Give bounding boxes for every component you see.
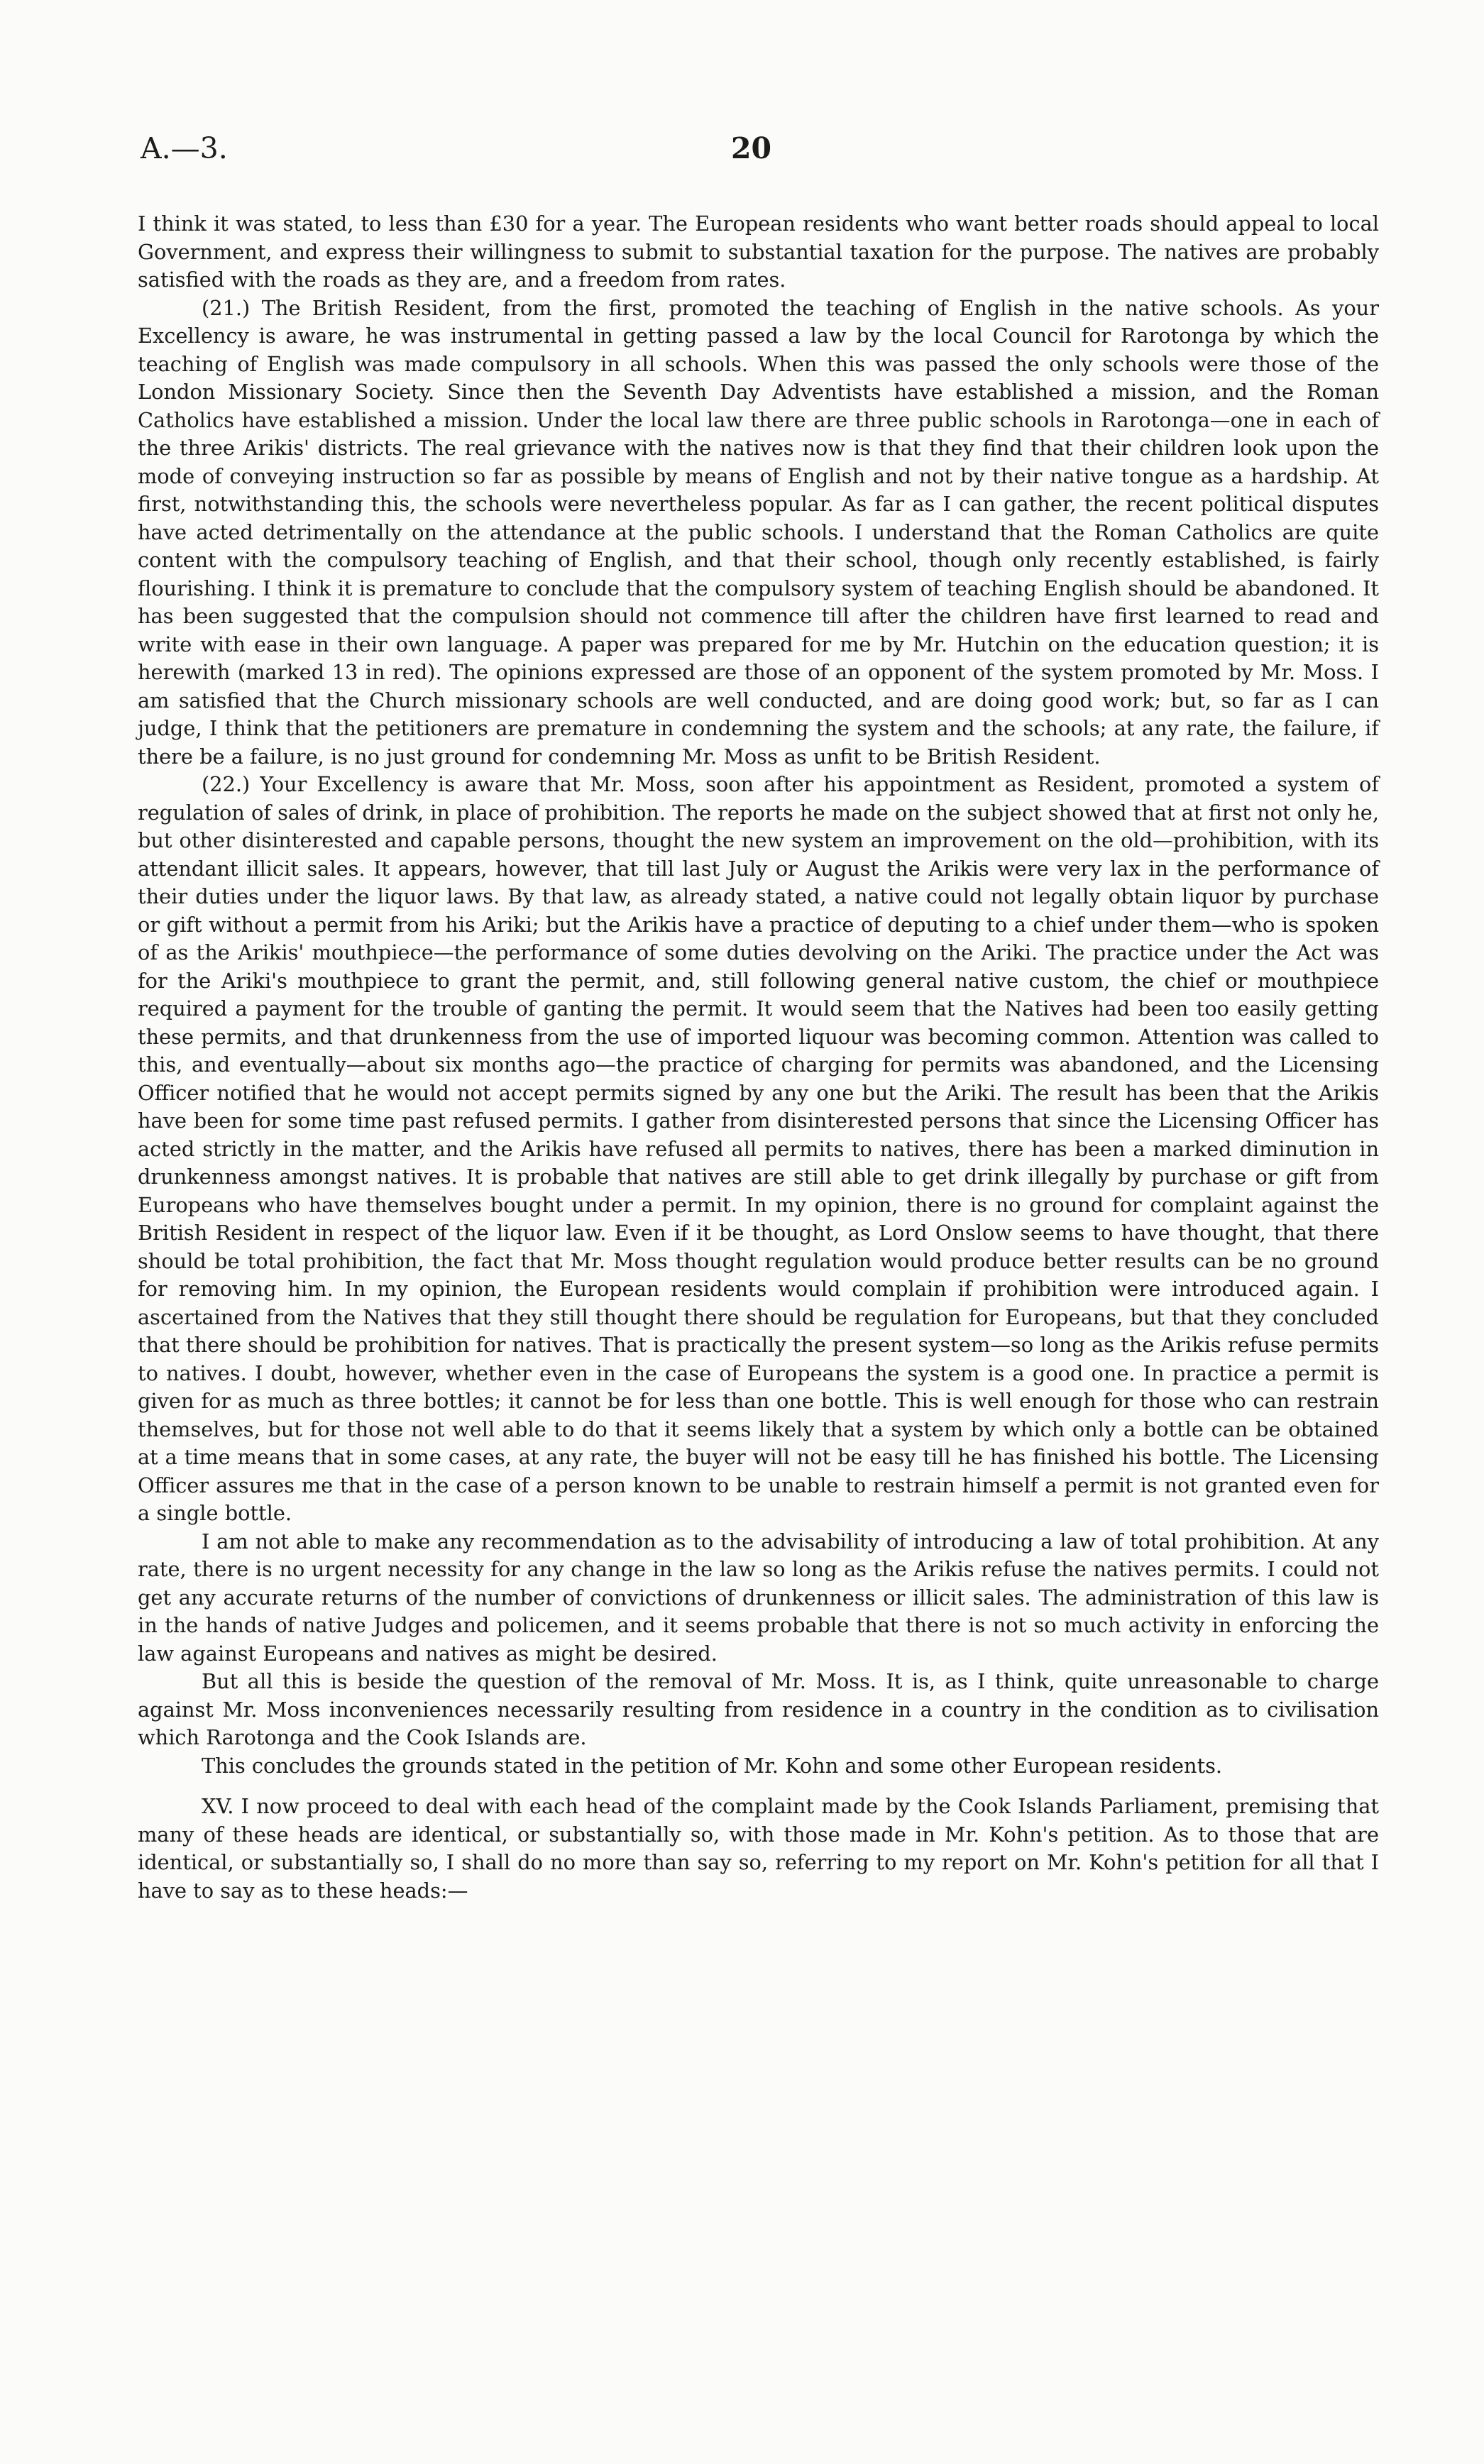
paragraph-removal: But all this is beside the question of the removal of Mr. Moss. It is, as I think, quite unreasonable to charge against Mr. Moss inconveniences necessarily resulting from residence in a country in the condition as to civilisation which Rarotonga and the Cook Islands are. [138, 1669, 1379, 1749]
document-body [138, 210, 1379, 1905]
page-number: 20 [731, 131, 772, 165]
document-reference: A.—3. [141, 131, 228, 165]
paragraph-21: (21.) The British Resident, from the first, promoted the teaching of English in the native schools. As your Excellency is aware, he was instrumental in getting passed a law by the local Council for Rarotonga by which the teaching of English was made compulsory in all schools. When this was passed the only schools were those of the London Missionary Society. Since then the Seventh Day Adventists have established a mission, and the Roman Catholics have established a mission. Under the local law there are three public schools in Rarotonga—one in each of the three Arikis' districts. The real grievance with the natives now is that they find that their children look upon the mode of conveying instruction so far as possible by means of English and not by their native tongue as a hardship. At first, notwithstanding this, the schools were nevertheless popular. As far as I can gather, the recent political disputes have acted detrimentally on the attendance at the public schools. I understand that the Roman Catholics are quite content with the compulsory teaching of English, and that their school, though only recently established, is fairly flourishing. I think it is premature to conclude that the compulsory system of teaching English should be abandoned. It has been suggested that the compulsion should not commence till after the children have first learned to read and write with ease in their own language. A paper was prepared for me by Mr. Hutchin on the education question; it is herewith (marked 13 in red). The opinions expressed are those of an opponent of the system promoted by Mr. Moss. I am satisfied that the Church missionary schools are well conducted, and are doing good work; but, so far as I can judge, I think that the petitioners are premature in condemning the system and the schools; at any rate, the failure, if there be a failure, is no just ground for condemning Mr. Moss as unfit to be British Resident. [138, 295, 1379, 769]
paragraph-continuation: I think it was stated, to less than £30 for a year. The European residents who want better roads should appeal to local Government, and express their willingness to submit to substantial taxation for the purpose. The natives are probably satisfied with the roads as they are, and a freedom from rates. [138, 211, 1379, 292]
paragraph-xv: XV. I now proceed to deal with each head of the complaint made by the Cook Islands Parliament, premising that many of these heads are identical, or substantially so, with those made in Mr. Kohn's petition. As to those that are identical, or substantially so, I shall do no more than say so, referring to my report on Mr. Kohn's petition for all that I have to say as to these heads:— [138, 1794, 1379, 1903]
paragraph-22: (22.) Your Excellency is aware that Mr. Moss, soon after his appointment as Resident, promoted a system of regulation of sales of drink, in place of prohibition. The reports he made on the subject showed that at first not only he, but other disinterested and capable persons, thought the new system an improvement on the old—prohibition, with its attendant illicit sales. It appears, however, that till last July or August the Arikis were very lax in the performance of their duties under the liquor laws. By that law, as already stated, a native could not legally obtain liquor by purchase or gift without a permit from his Ariki; but the Arikis have a practice of deputing to a chief under them—who is spoken of as the Arikis' mouthpiece—the performance of some duties devolving on the Ariki. The practice under the Act was for the Ariki's mouthpiece to grant the permit, and, still following general native custom, the chief or mouthpiece required a payment for the trouble of ganting the permit. It would seem that the Natives had been too easily getting these permits, and that drunkenness from the use of imported liquour was becoming common. Attention was called to this, and eventually—about six months ago—the practice of charging for permits was abandoned, and the Licensing Officer notified that he would not accept permits signed by any one but the Ariki. The result has been that the Arikis have been for some time past refused permits. I gather from disinterested persons that since the Licensing Officer has acted strictly in the matter, and the Arikis have refused all permits to natives, there has been a marked diminution in drunkenness amongst natives. It is probable that natives are still able to get drink illegally by purchase or gift from Europeans who have themselves bought under a permit. In my opinion, there is no ground for complaint against the British Resident in respect of the liquor law. Even if it be thought, as Lord Onslow seems to have thought, that there should be total prohibition, the fact that Mr. Moss thought regulation would produce better results can be no ground for removing him. In my opinion, the European residents would complain if prohibition were introduced again. I ascertained from the Natives that they still thought there should be regulation for Europeans, but that they concluded that there should be prohibition for natives. That is practically the present system—so long as the Arikis refuse permits to natives. I doubt, however, whether even in the case of Europeans the system is a good one. In practice a permit is given for as much as three bottles; it cannot be for less than one bottle. This is well enough for those who can restrain themselves, but for those not well able to do that it seems likely that a system by which only a bottle can be obtained at a time means that in some cases, at any rate, the buyer will not be easy till he has finished his bottle. The Licensing Officer assures me that in the case of a person known to be unable to restrain himself a permit is not granted even for a single bottle. [138, 772, 1380, 1525]
paragraph-conclusion: This concludes the grounds stated in the petition of Mr. Kohn and some other European residents. [202, 1753, 1223, 1778]
paragraph-prohibition: I am not able to make any recommendation as to the advisability of introducing a law of total prohibition. At any rate, there is no urgent necessity for any change in the law so long as the Arikis refuse the natives permits. I could not get any accurate returns of the number of convictions of drunkenness or illicit sales. The administration of this law is in the hands of native Judges and policemen, and it seems probable that there is not so much activity in enforcing the law against Europeans and natives as might be desired. [138, 1529, 1379, 1666]
